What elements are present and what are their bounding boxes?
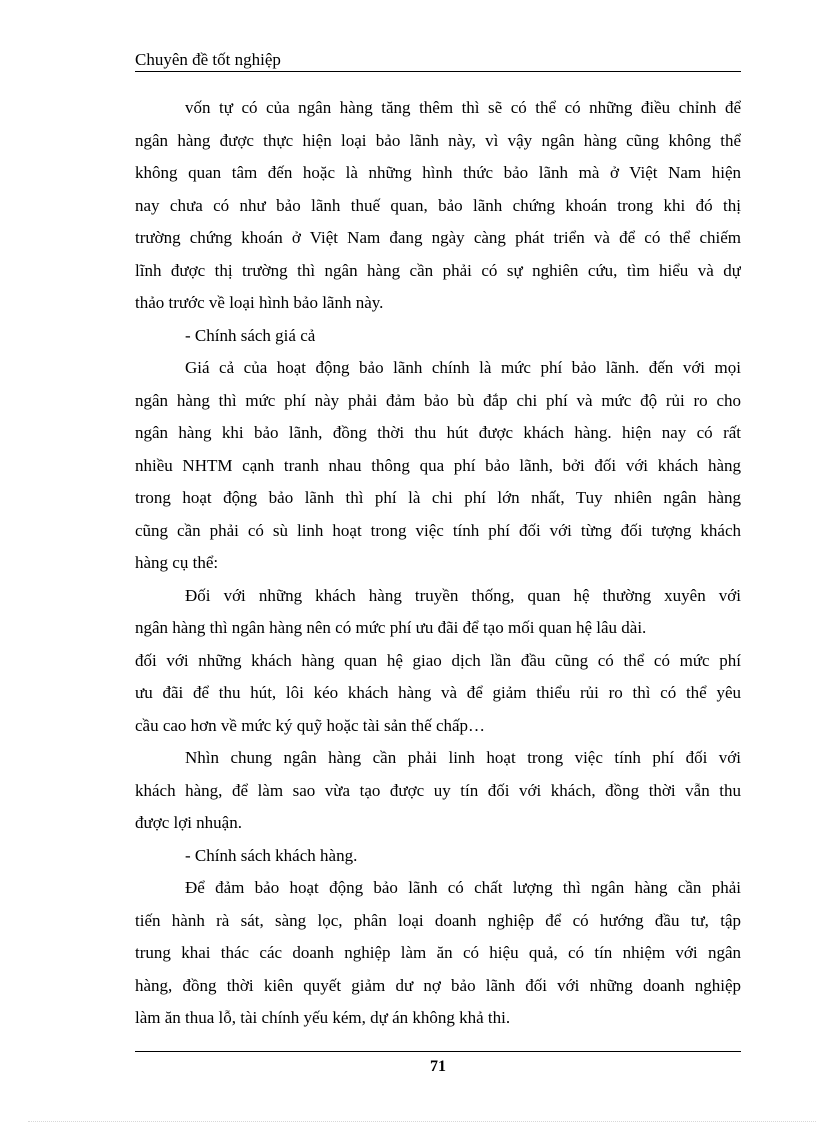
text-line: Nhìn chung ngân hàng cần phải linh hoạt trong việc tính phí đối với (185, 748, 741, 767)
text-line: ngân hàng được thực hiện loại bảo lãnh này, vì vậy ngân hàng cũng không thể (135, 130, 741, 150)
text-line: trung khai thác các doanh nghiệp làm ăn có hiệu quả, có tín nhiệm với ngân (135, 943, 741, 962)
text-line: trong hoạt động bảo lãnh thì phí là chi phí lớn nhất, Tuy nhiên ngân hàng (135, 488, 741, 507)
page-footer (135, 1051, 741, 1077)
text-line: Để đảm bảo hoạt động bảo lãnh có chất lượng thì ngân hàng cần phải (185, 878, 741, 897)
text-line: khách hàng, để làm sao vừa tạo được uy tín đối với khách, đồng thời vẫn thu (135, 780, 741, 800)
text-line: làm ăn thua lỗ, tài chính yếu kém, dự án không khả thi. (135, 1008, 511, 1027)
section-heading-price-policy: - Chính sách giá cả (185, 325, 316, 345)
text-line: thảo trước về loại hình bảo lãnh này. (135, 293, 384, 312)
text-line: nay chưa có như bảo lãnh thuế quan, bảo lãnh chứng khoán trong khi đó thị (135, 195, 741, 215)
text-line: hàng, đồng thời kiên quyết giảm dư nợ bảo lãnh đối với những doanh nghiệp (135, 975, 741, 995)
text-line: được lợi nhuận. (135, 813, 242, 832)
text-line: cầu cao hơn về mức ký quỹ hoặc tài sản thế chấp… (135, 715, 486, 735)
section-heading-customer-policy: - Chính sách khách hàng. (185, 845, 358, 865)
header-title: Chuyên đề tốt nghiệp (135, 50, 281, 69)
text-line: trường chứng khoán ở Việt Nam đang ngày càng phát triển và để có thể chiếm (135, 228, 741, 247)
text-line: Giá cả của hoạt động bảo lãnh chính là mức phí bảo lãnh. đến với mọi (185, 358, 741, 377)
text-line: đối với những khách hàng quan hệ giao dịch lần đầu cũng có thể có mức phí (135, 650, 741, 670)
text-line: ưu đãi để thu hút, lôi kéo khách hàng và để giảm thiểu rủi ro thì có thể yêu (135, 683, 741, 702)
text-line: lĩnh được thị trường thì ngân hàng cần phải có sự nghiên cứu, tìm hiểu và dự (135, 260, 741, 280)
text-line: ngân hàng khi bảo lãnh, đồng thời thu hút được khách hàng. hiện nay có rất (135, 423, 741, 442)
text-line: cũng cần phải có sù linh hoạt trong việc tính phí đối với từng đối tượng khách (135, 520, 741, 540)
document-body (135, 92, 741, 1035)
text-line: nhiều NHTM cạnh tranh nhau thông qua phí bảo lãnh, bởi đối với khách hàng (135, 455, 741, 475)
text-line: tiến hành rà sát, sàng lọc, phân loại doanh nghiệp để có hướng đầu tư, tập (135, 910, 741, 930)
text-line: ngân hàng thì ngân hàng nên có mức phí ưu đãi để tạo mối quan hệ lâu dài. (135, 618, 647, 637)
text-line: vốn tự có của ngân hàng tăng thêm thì sẽ có thể có những điều chỉnh để (185, 98, 741, 117)
page-header (135, 47, 741, 72)
page-bottom-divider (28, 1121, 816, 1122)
text-line: ngân hàng thì mức phí này phải đảm bảo bù đắp chi phí và mức độ rủi ro cho (135, 390, 741, 410)
text-line: không quan tâm đến hoặc là những hình thức bảo lãnh mà ở Việt Nam hiện (135, 163, 741, 182)
text-line: Đối với những khách hàng truyền thống, quan hệ thường xuyên với (185, 585, 741, 605)
text-line: hàng cụ thể: (135, 553, 219, 572)
page-number: 71 (430, 1058, 446, 1075)
